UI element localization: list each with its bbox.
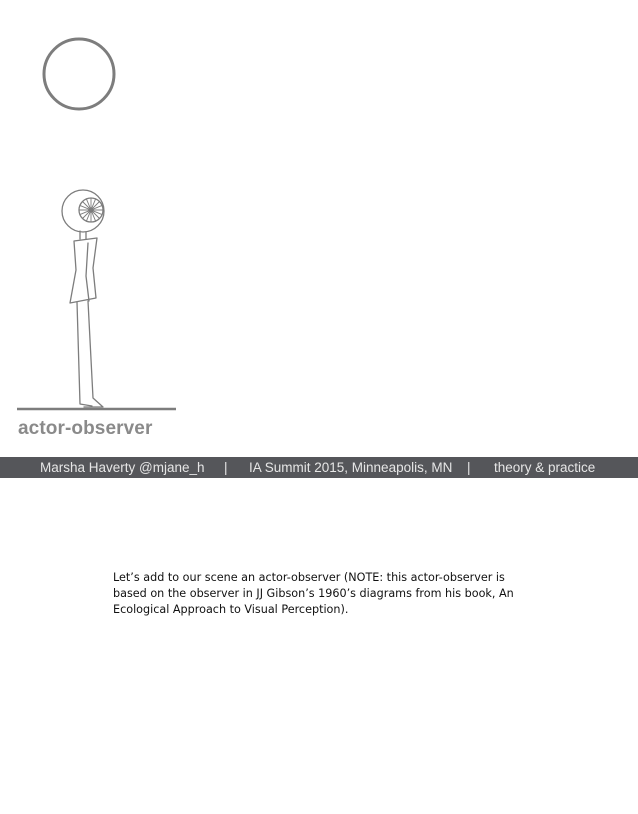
footer-separator: | [467,460,471,475]
footer-event: IA Summit 2015, Minneapolis, MN [249,460,453,475]
footer-bar [0,457,638,478]
sun-circle-icon [44,39,114,109]
footer-topic: theory & practice [494,460,596,475]
footer-author: Marsha Haverty @mjane_h [40,460,205,475]
slide-title: actor-observer [18,418,153,439]
speaker-notes: Let’s add to our scene an actor-observer (NOTE: this actor-observer is based on the observer in JJ Gibson’s 1960’s diagrams from his book, An Ecological Approach to Visual Perception). [113,571,514,616]
actor-observer-figure-icon [62,190,104,407]
footer-separator: | [224,460,228,475]
